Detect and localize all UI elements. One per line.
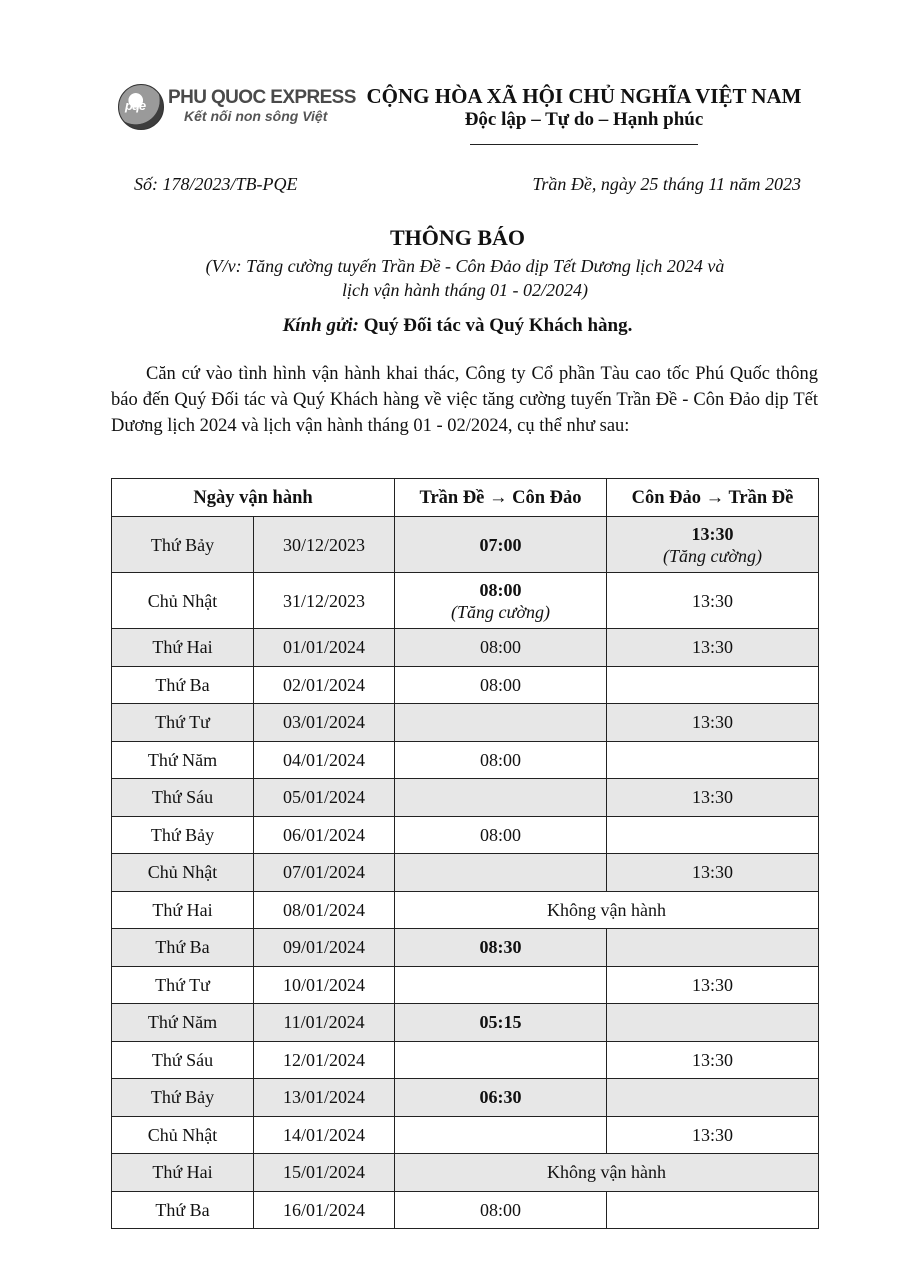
day-cell-text: Thứ Bảy — [150, 534, 215, 555]
header-tran-de-to-con-dao: Trần Đề → Côn Đảo — [395, 479, 607, 517]
return-cell-text: 13:30 — [692, 637, 734, 658]
return-cell — [607, 573, 819, 629]
day-cell-text: Chủ Nhật — [147, 862, 218, 883]
return-cell-text: 13:30 — [692, 787, 734, 808]
motto-underline — [470, 144, 698, 145]
departure-cell — [395, 929, 607, 967]
departure-cell — [395, 741, 607, 779]
schedule-table — [111, 478, 819, 1229]
day-cell — [112, 1079, 254, 1117]
return-cell — [607, 779, 819, 817]
day-cell — [112, 1004, 254, 1042]
day-cell — [112, 629, 254, 667]
day-cell — [112, 517, 254, 573]
day-cell — [112, 573, 254, 629]
departure-cell-text: 08:00 — [480, 824, 522, 845]
date-cell — [254, 854, 395, 892]
date-cell — [254, 1079, 395, 1117]
day-cell — [112, 704, 254, 742]
day-cell — [112, 1116, 254, 1154]
return-cell — [607, 704, 819, 742]
return-cell — [607, 1004, 819, 1042]
day-cell-text: Thứ Sáu — [151, 1049, 214, 1070]
day-cell — [112, 816, 254, 854]
return-cell-text: 13:30 — [692, 862, 734, 883]
departure-cell-text: 08:00 — [480, 749, 522, 770]
table-row — [112, 1004, 819, 1042]
table-row — [112, 1116, 819, 1154]
table-row — [112, 966, 819, 1004]
date-cell-text: 31/12/2023 — [283, 590, 366, 611]
departure-cell-text: 08:00 — [480, 637, 522, 658]
return-cell-text: 13:30 — [692, 712, 734, 733]
return-cell-text: 13:30 — [692, 1049, 734, 1070]
table-row — [112, 891, 819, 929]
subtitle-line-1: (V/v: Tăng cường tuyến Trần Đề - Côn Đảo dịp Tết Dương lịch 2024 và — [205, 256, 725, 276]
day-cell — [112, 666, 254, 704]
logo-slogan: Kết nối non sông Việt — [184, 108, 328, 124]
date-cell-text: 11/01/2024 — [283, 1012, 365, 1033]
date-cell-text: 07/01/2024 — [283, 862, 366, 883]
table-row — [112, 1079, 819, 1117]
departure-cell — [395, 1116, 607, 1154]
return-cell — [607, 666, 819, 704]
departure-cell — [395, 779, 607, 817]
reinforced-note: (Tăng cường) — [663, 545, 762, 566]
logo-company-name: PHU QUOC EXPRESS — [168, 87, 356, 108]
day-cell-text: Chủ Nhật — [147, 1124, 218, 1145]
day-cell — [112, 929, 254, 967]
schedule-body — [112, 517, 819, 1229]
departure-cell-text: 08:30 — [479, 937, 522, 958]
date-cell — [254, 779, 395, 817]
date-cell — [254, 816, 395, 854]
no-operation-cell — [395, 1154, 819, 1192]
date-cell-text: 03/01/2024 — [283, 712, 366, 733]
no-operation-cell — [395, 891, 819, 929]
table-row — [112, 929, 819, 967]
departure-cell — [395, 816, 607, 854]
departure-cell — [395, 666, 607, 704]
return-cell — [607, 966, 819, 1004]
day-cell — [112, 891, 254, 929]
date-cell — [254, 704, 395, 742]
return-cell — [607, 741, 819, 779]
date-cell — [254, 666, 395, 704]
departure-cell-text: 08:00 — [479, 579, 522, 600]
greeting-recipients: Quý Đối tác và Quý Khách hàng. — [358, 315, 633, 336]
day-cell-text: Thứ Năm — [147, 749, 218, 770]
return-cell-text: 13:30 — [692, 1124, 734, 1145]
date-cell-text: 12/01/2024 — [283, 1049, 366, 1070]
departure-cell — [395, 629, 607, 667]
logo-emblem-icon — [118, 84, 164, 130]
return-cell — [607, 816, 819, 854]
departure-cell-text: 08:00 — [480, 1199, 522, 1220]
date-cell — [254, 573, 395, 629]
date-cell-text: 09/01/2024 — [283, 937, 366, 958]
document-subtitle — [150, 254, 780, 302]
date-cell-text: 06/01/2024 — [283, 824, 366, 845]
date-cell-text: 01/01/2024 — [283, 637, 366, 658]
departure-cell-text: 07:00 — [479, 534, 522, 555]
return-cell — [607, 1191, 819, 1229]
date-cell-text: 30/12/2023 — [283, 534, 366, 555]
body-paragraph: Căn cứ vào tình hình vận hành khai thác, Công ty Cổ phần Tàu cao tốc Phú Quốc thông báo đến Quý Đối tác và Quý Khách hàng về việc tăng cường tuyến Trần Đề - Côn Đảo dịp Tết Dương lịch 2024 và lịch vận hành tháng 01 - 02/2024, cụ thể như sau: — [111, 364, 818, 436]
date-cell-text: 08/01/2024 — [283, 899, 366, 920]
day-cell — [112, 1041, 254, 1079]
table-header-row — [112, 479, 819, 517]
return-cell — [607, 1041, 819, 1079]
date-cell-text: 10/01/2024 — [283, 974, 366, 995]
departure-cell-text: 08:00 — [480, 674, 522, 695]
table-row — [112, 517, 819, 573]
date-cell-text: 05/01/2024 — [283, 787, 366, 808]
date-cell — [254, 929, 395, 967]
no-operation-cell-text: Không vận hành — [547, 1162, 666, 1183]
day-cell — [112, 854, 254, 892]
national-header — [364, 84, 804, 145]
departure-cell — [395, 573, 607, 629]
day-cell — [112, 741, 254, 779]
date-cell — [254, 891, 395, 929]
day-cell — [112, 966, 254, 1004]
date-cell — [254, 1154, 395, 1192]
day-cell-text: Thứ Hai — [152, 637, 213, 658]
day-cell-text: Thứ Tư — [155, 974, 210, 995]
date-cell-text: 02/01/2024 — [283, 674, 366, 695]
day-cell-text: Thứ Bảy — [150, 1087, 215, 1108]
table-row — [112, 629, 819, 667]
day-cell-text: Thứ Ba — [155, 1199, 210, 1220]
date-cell — [254, 629, 395, 667]
table-row — [112, 666, 819, 704]
table-row — [112, 1191, 819, 1229]
table-row — [112, 1154, 819, 1192]
return-cell-text: 13:30 — [692, 590, 734, 611]
date-cell — [254, 1041, 395, 1079]
date-cell-text: 04/01/2024 — [283, 749, 366, 770]
table-row — [112, 704, 819, 742]
day-cell — [112, 779, 254, 817]
nation-title: CỘNG HÒA XÃ HỘI CHỦ NGHĨA VIỆT NAM — [366, 84, 802, 108]
departure-cell — [395, 704, 607, 742]
date-cell-text: 16/01/2024 — [283, 1199, 366, 1220]
return-cell-text: 13:30 — [691, 523, 734, 544]
departure-cell-text: 06:30 — [479, 1087, 522, 1108]
table-row — [112, 816, 819, 854]
date-cell — [254, 1116, 395, 1154]
return-cell — [607, 517, 819, 573]
departure-cell — [395, 1004, 607, 1042]
subtitle-line-2: lịch vận hành tháng 01 - 02/2024) — [342, 280, 588, 300]
day-cell-text: Thứ Hai — [152, 1162, 213, 1183]
day-cell-text: Thứ Bảy — [150, 824, 215, 845]
date-cell — [254, 517, 395, 573]
no-operation-cell-text: Không vận hành — [547, 899, 666, 920]
day-cell — [112, 1191, 254, 1229]
document-number: Số: 178/2023/TB-PQE — [134, 174, 298, 194]
departure-cell-text: 05:15 — [479, 1012, 522, 1033]
return-cell — [607, 629, 819, 667]
return-cell — [607, 854, 819, 892]
departure-cell — [395, 854, 607, 892]
page-title: THÔNG BÁO — [389, 225, 526, 250]
return-cell-text: 13:30 — [692, 974, 734, 995]
day-cell — [112, 1154, 254, 1192]
date-cell-text: 14/01/2024 — [283, 1124, 366, 1145]
day-cell-text: Chủ Nhật — [147, 590, 218, 611]
return-cell — [607, 929, 819, 967]
departure-cell — [395, 517, 607, 573]
header-operating-day: Ngày vận hành — [112, 479, 395, 517]
date-cell — [254, 966, 395, 1004]
table-row — [112, 1041, 819, 1079]
company-logo — [118, 84, 358, 132]
departure-cell — [395, 1191, 607, 1229]
day-cell-text: Thứ Tư — [155, 712, 210, 733]
date-cell-text: 13/01/2024 — [283, 1087, 366, 1108]
date-cell — [254, 741, 395, 779]
departure-cell — [395, 1079, 607, 1117]
day-cell-text: Thứ Ba — [155, 937, 210, 958]
date-cell — [254, 1004, 395, 1042]
departure-cell — [395, 1041, 607, 1079]
table-row — [112, 779, 819, 817]
day-cell-text: Thứ Năm — [147, 1012, 218, 1033]
table-row — [112, 741, 819, 779]
day-cell-text: Thứ Ba — [155, 674, 210, 695]
greeting — [0, 315, 915, 337]
return-cell — [607, 1116, 819, 1154]
document-date: Trần Đề, ngày 25 tháng 11 năm 2023 — [532, 174, 801, 194]
date-cell-text: 15/01/2024 — [283, 1162, 366, 1183]
table-row — [112, 573, 819, 629]
header-con-dao-to-tran-de: Côn Đảo → Trần Đề — [607, 479, 819, 517]
greeting-lead: Kính gửi: — [282, 315, 359, 336]
departure-cell — [395, 966, 607, 1004]
date-cell — [254, 1191, 395, 1229]
reinforced-note: (Tăng cường) — [451, 601, 550, 622]
day-cell-text: Thứ Hai — [152, 899, 213, 920]
logo-mark: pqe — [125, 98, 146, 113]
nation-motto: Độc lập – Tự do – Hạnh phúc — [464, 109, 704, 130]
return-cell — [607, 1079, 819, 1117]
day-cell-text: Thứ Sáu — [151, 787, 214, 808]
table-row — [112, 854, 819, 892]
